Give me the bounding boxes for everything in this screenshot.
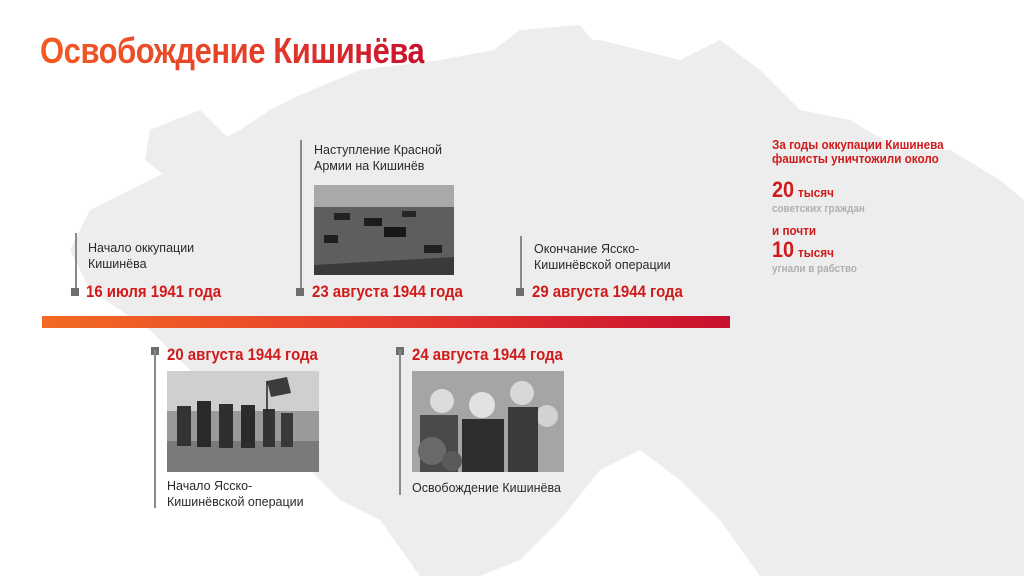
event-connector-line <box>75 233 77 295</box>
event-date: 29 августа 1944 года <box>532 282 683 301</box>
tanks-advancing-photo <box>314 185 454 275</box>
event-date: 23 августа 1944 года <box>312 282 463 301</box>
stats-first-number: 20 <box>772 177 795 202</box>
event-label: Начало Ясско-Кишинёвской операции <box>167 479 304 509</box>
timeline-bar <box>42 316 730 328</box>
event-marker <box>296 288 304 296</box>
stats-first-unit: тысяч <box>798 185 834 200</box>
liberation-crowd-photo <box>412 371 564 472</box>
event-connector-line <box>399 350 401 495</box>
event-label: Наступление Красной Армии на Кишинёв <box>314 143 442 173</box>
stats-intro: За годы оккупации Кишинева фашисты уничтожили около <box>772 137 944 166</box>
stats-second-sub: угнали в рабство <box>772 263 857 275</box>
page-title: Освобождение Кишинёва <box>40 30 425 71</box>
stats-second-number: 10 <box>772 237 795 262</box>
event-marker <box>516 288 524 296</box>
event-connector-line <box>154 350 156 508</box>
event-label: Начало оккупации Кишинёва <box>88 241 195 271</box>
stats-first-sub: советских граждан <box>772 203 865 215</box>
event-marker <box>71 288 79 296</box>
stats-connector: и почти <box>772 223 817 238</box>
event-date: 20 августа 1944 года <box>167 345 318 364</box>
event-date: 16 июля 1941 года <box>86 282 222 301</box>
soldiers-marching-photo <box>167 371 319 472</box>
event-label: Окончание Ясско-Кишинёвской операции <box>534 242 671 272</box>
event-date: 24 августа 1944 года <box>412 345 563 364</box>
occupation-stats <box>772 138 1012 275</box>
event-connector-line <box>520 236 522 295</box>
event-label: Освобождение Кишинёва <box>412 481 561 495</box>
stats-second-unit: тысяч <box>798 245 834 260</box>
event-connector-line <box>300 140 302 295</box>
